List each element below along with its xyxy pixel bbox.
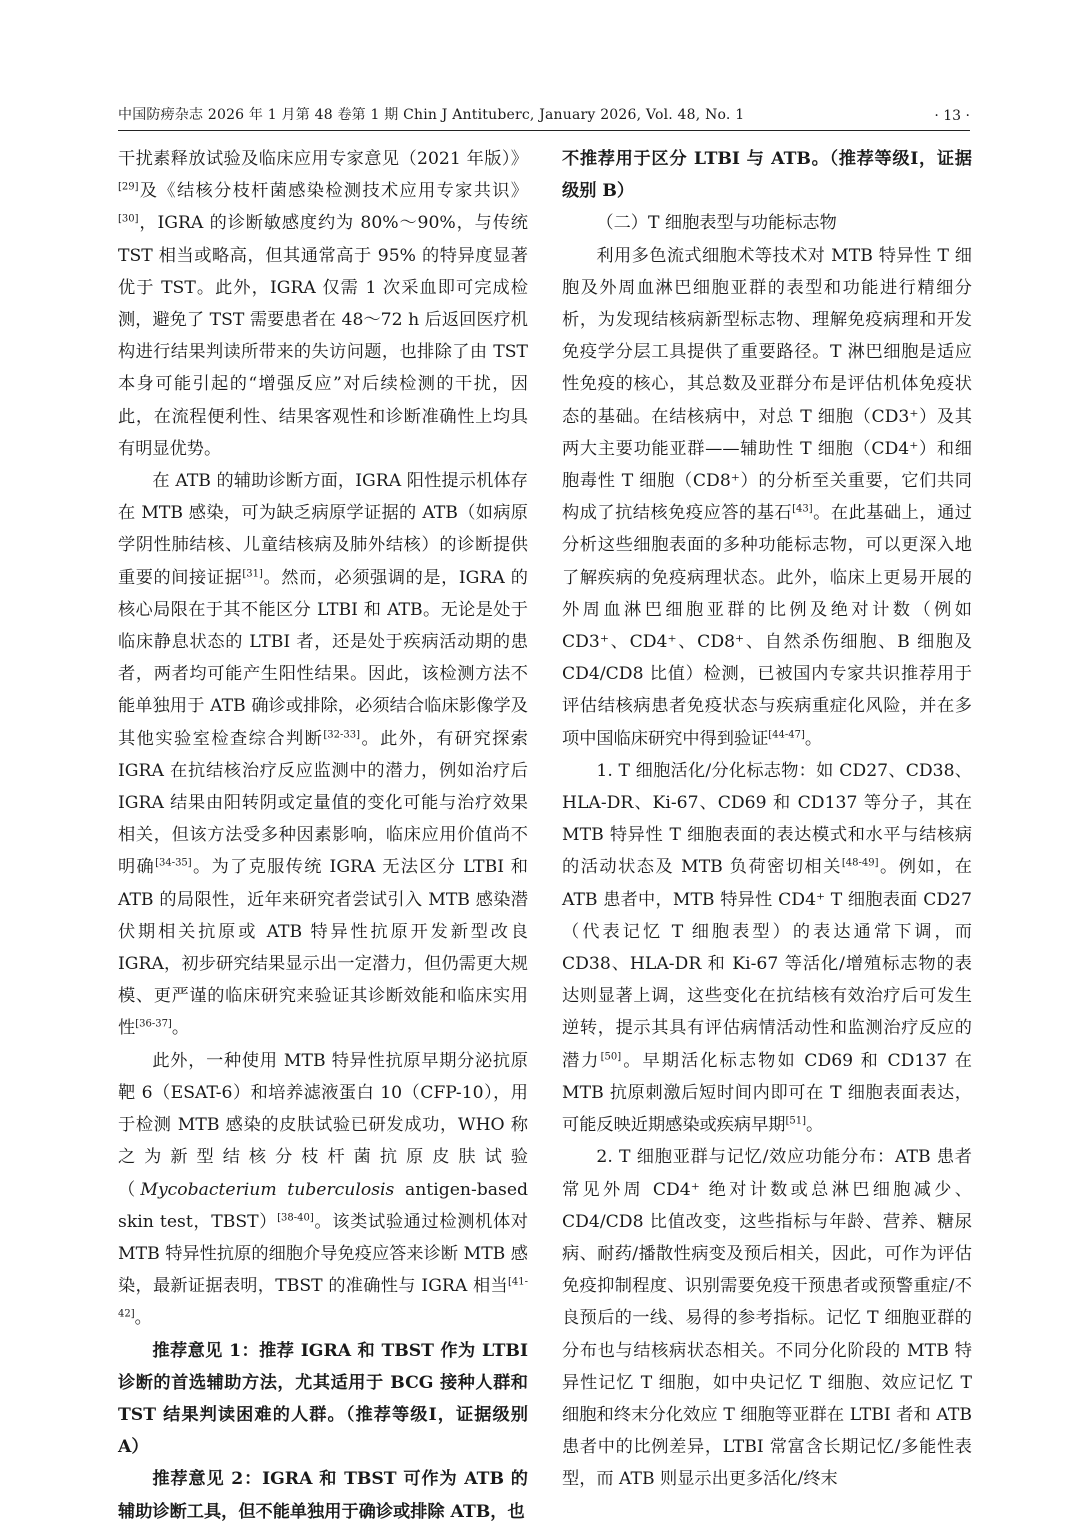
journal-citation: 中国防痨杂志 2026 年 1 月第 48 卷第 1 期 Chin J Antituberc, January 2026, Vol. 48, No. 1	[118, 107, 745, 123]
citation-ref: [50]	[600, 1050, 622, 1062]
paragraph-t-cell-subsets: 2. T 细胞亚群与记忆/效应功能分布：ATB 患者常见外周 CD4⁺ 绝对计数或总淋巴细胞减少、CD4/CD8 比值改变，这些指标与年龄、营养、糖尿病、耐药/播散性病变及预后相关，因此，可作为评估免疫抑制程度、识别需要免疫干预患者或预警重症/不良预后的一线、易得的参考指标。记忆 T 细胞亚群的分布也与结核病状态相关。不同分化阶段的 MTB 特异性记忆 T 细胞，如中央记忆 T 细胞、效应记忆 T 细胞和终末分化效应 T 细胞等亚群在 LTBI 者和 ATB 患者中的比例差异，LTBI 常富含长期记忆/多能性表型，而 ATB 则显示出更多活化/终末	[562, 1147, 972, 1490]
recommendation-2-continued: 不推荐用于区分 LTBI 与 ATB。（推荐等级Ⅰ，证据级别 B）	[562, 149, 972, 202]
citation-ref: [31]	[242, 567, 263, 579]
page-number: · 13 ·	[934, 108, 970, 124]
citation-ref: [48-49]	[841, 857, 879, 869]
citation-ref: [36-37]	[135, 1018, 172, 1030]
paragraph-t-cell-overview: 利用多色流式细胞术等技术对 MTB 特异性 T 细胞及外周血淋巴细胞亚群的表型和功能进行精细分析，为发现结核病新型标志物、理解免疫病理和开发免疫学分层工具提供了重要路径。T 淋巴细胞是适应性免疫的核心，其总数及亚群分布是评估机体免疫状态的基础。在结核病中，对总 T 细胞（CD3⁺）及其两大主要功能亚群——辅助性 T 细胞（CD4⁺）和细胞毒性 T 细胞（CD8⁺）的分析至关重要，它们共同构成了抗结核免疫应答的基石[43]。在此基础上，通过分析这些细胞表面的多种功能标志物，可以更深入地了解疾病的免疫病理状态。此外，临床上更易开展的外周血淋巴细胞亚群的比例及绝对计数（例如 CD3⁺、CD4⁺、CD8⁺、自然杀伤细胞、B 细胞及 CD4/CD8 比值）检测，已被国内专家共识推荐用于评估结核病患者免疫状态与疾病重症化风险，并在多项中国临床研究中得到验证[44-47]。	[562, 245, 972, 749]
species-name: Mycobacterium tuberculosis	[140, 1179, 395, 1200]
citation-ref: [41-42]	[118, 1276, 528, 1320]
paragraph-igra-advantages: 干扰素释放试验及临床应用专家意见（2021 年版）》[29]及《结核分枝杆菌感染检测技术应用专家共识》[30]，IGRA 的诊断敏感度约为 80%～90%，与传统 TST 相当或略高，但其通常高于 95% 的特异度显著优于 TST。此外，IGRA 仅需 1 次采血即可完成检测，避免了 TST 需要患者在 48～72 h 后返回医疗机构进行结果判读所带来的失访问题，也排除了由 TST 本身可能引起的“增强反应”对后续检测的干扰，因此，在流程便利性、结果客观性和诊断准确性上均具有明显优势。	[118, 149, 528, 459]
paragraph-activation-markers: 1. T 细胞活化/分化标志物：如 CD27、CD38、HLA-DR、Ki-67、CD69 和 CD137 等分子，其在 MTB 特异性 T 细胞表面的表达模式和水平与结核病的活动状态及 MTB 负荷密切相关[48-49]。例如，在 ATB 患者中，MTB 特异性 CD4⁺ T 细胞表面 CD27（代表记忆 T 细胞表型）的表达通常下调，而 CD38、HLA-DR 和 Ki-67 等活化/增殖标志物的表达则显著上调，这些变化在抗结核有效治疗后可发生逆转，提示其具有评估病情活动性和监测治疗反应的潜力[50]。早期活化标志物如 CD69 和 CD137 在 MTB 抗原刺激后短时间内即可在 T 细胞表面表达，可能反映近期感染或疾病早期[51]。	[562, 760, 972, 1136]
right-column	[562, 143, 972, 1496]
recommendation-2: 推荐意见 2：IGRA 和 TBST 可作为 ATB 的辅助诊断工具，但不能单独用于确诊或排除 ATB，也	[118, 1469, 528, 1522]
citation-ref: [29]	[118, 181, 139, 193]
citation-ref: [43]	[792, 503, 813, 515]
citation-ref: [51]	[785, 1115, 806, 1127]
recommendation-1: 推荐意见 1：推荐 IGRA 和 TBST 作为 LTBI 诊断的首选辅助方法，尤其适用于 BCG 接种人群和 TST 结果判读困难的人群。（推荐等级Ⅰ，证据级别 A）	[118, 1340, 528, 1458]
citation-ref: [32-33]	[323, 728, 360, 740]
section-heading: （二）T 细胞表型与功能标志物	[596, 213, 837, 234]
running-header	[118, 100, 970, 131]
paragraph-atb-diagnosis: 在 ATB 的辅助诊断方面，IGRA 阳性提示机体存在 MTB 感染，可为缺乏病原学证据的 ATB（如病原学阴性肺结核、儿童结核病及肺外结核）的诊断提供重要的间接证据[31]。然而，必须强调的是，IGRA 的核心局限在于其不能区分 LTBI 和 ATB。无论是处于临床静息状态的 LTBI 者，还是处于疾病活动期的患者，两者均可能产生阳性结果。因此，该检测方法不能单独用于 ATB 确诊或排除，必须结合临床影像学及其他实验室检查综合判断[32-33]。此外，有研究探索 IGRA 在抗结核治疗反应监测中的潜力，例如治疗后 IGRA 结果由阳转阴或定量值的变化可能与治疗效果相关，但该方法受多种因素影响，临床应用价值尚不明确[34-35]。为了克服传统 IGRA 无法区分 LTBI 和 ATB 的局限性，近年来研究者尝试引入 MTB 感染潜伏期相关抗原或 ATB 特异性抗原开发新型改良 IGRA，初步研究结果显示出一定潜力，但仍需更大规模、更严谨的临床研究来验证其诊断效能和临床实用性[36-37]。	[118, 471, 528, 1039]
paragraph-tbst: 此外，一种使用 MTB 特异性抗原早期分泌抗原靶 6（ESAT-6）和培养滤液蛋白 10（CFP-10），用于检测 MTB 感染的皮肤试验已研发成功，WHO 称之为新型结核分枝杆菌抗原皮肤试验（Mycobacterium tuberculosis antigen-based skin test，TBST）[38-40]。该类试验通过检测机体对 MTB 特异性抗原的细胞介导免疫应答来诊断 MTB 感染，最新证据表明，TBST 的准确性与 IGRA 相当[41-42]。	[118, 1050, 528, 1329]
citation-ref: [44-47]	[768, 728, 805, 740]
citation-ref: [34-35]	[155, 857, 192, 869]
citation-ref: [30]	[118, 213, 139, 225]
left-column	[118, 143, 528, 1528]
citation-ref: [38-40]	[277, 1211, 314, 1223]
